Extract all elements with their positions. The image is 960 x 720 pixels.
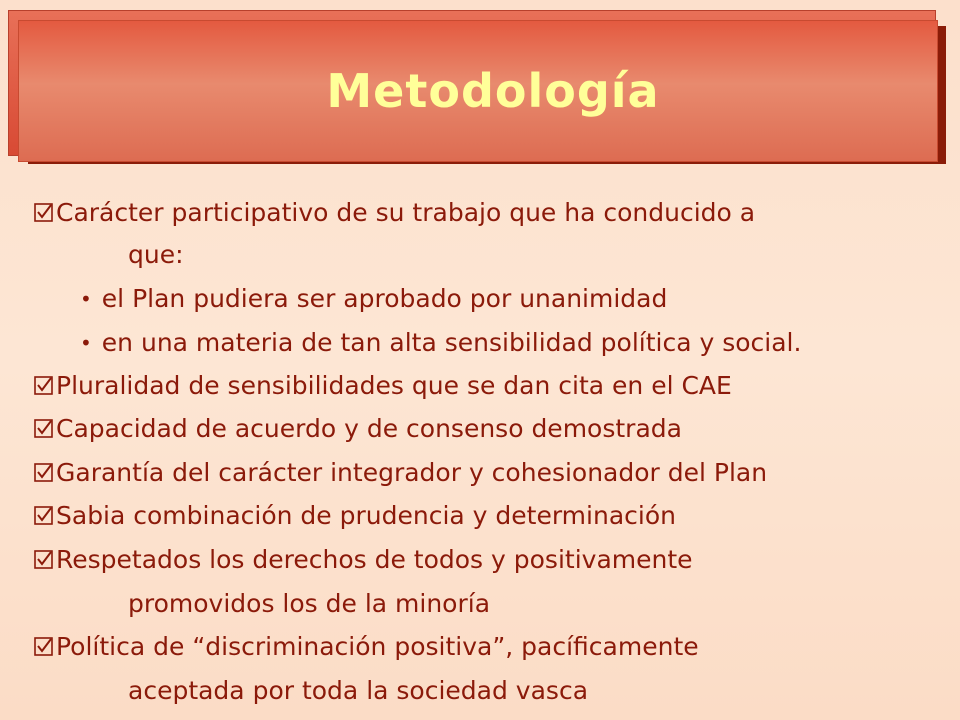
- bullet-dot-icon: •: [80, 331, 92, 355]
- bullet-dot-icon: •: [80, 287, 92, 311]
- list-item: [34, 371, 732, 401]
- list-item-continuation: [128, 589, 490, 619]
- sub-list-item: [80, 284, 667, 314]
- checkbox-checked-icon: [34, 463, 54, 483]
- list-item: [34, 198, 755, 228]
- list-item-text: aceptada por toda la sociedad vasca: [128, 676, 589, 705]
- list-item-text: en una materia de tan alta sensibilidad política y social.: [101, 328, 802, 357]
- list-item-text: Capacidad de acuerdo y de consenso demostrada: [56, 414, 682, 443]
- checkbox-checked-icon: [34, 550, 54, 570]
- list-item: [34, 545, 693, 575]
- list-item: [34, 632, 699, 662]
- list-item-text: Política de “discriminación positiva”, pacíficamente: [56, 632, 699, 661]
- list-item-text: Carácter participativo de su trabajo que ha conducido a: [56, 198, 756, 227]
- slide-title: Metodología: [326, 64, 660, 118]
- list-item-text: Respetados los derechos de todos y positivamente: [56, 545, 693, 574]
- checkbox-checked-icon: [34, 419, 54, 439]
- sub-list-item: [80, 328, 801, 358]
- checkbox-checked-icon: [34, 506, 54, 526]
- list-item-text: que:: [128, 240, 184, 269]
- checkbox-checked-icon: [34, 637, 54, 657]
- list-item-continuation: [128, 676, 588, 706]
- list-item: [34, 458, 767, 488]
- checkbox-checked-icon: [34, 203, 54, 223]
- checkbox-checked-icon: [34, 376, 54, 396]
- list-item-text: Garantía del carácter integrador y cohesionador del Plan: [56, 458, 768, 487]
- list-item-text: el Plan pudiera ser aprobado por unanimidad: [101, 284, 668, 313]
- list-item-text: promovidos los de la minoría: [128, 589, 491, 618]
- list-item-continuation: [128, 240, 184, 270]
- list-item-text: Pluralidad de sensibilidades que se dan cita en el CAE: [56, 371, 732, 400]
- list-item-text: Sabia combinación de prudencia y determinación: [56, 501, 676, 530]
- list-item: [34, 501, 676, 531]
- list-item: [34, 414, 682, 444]
